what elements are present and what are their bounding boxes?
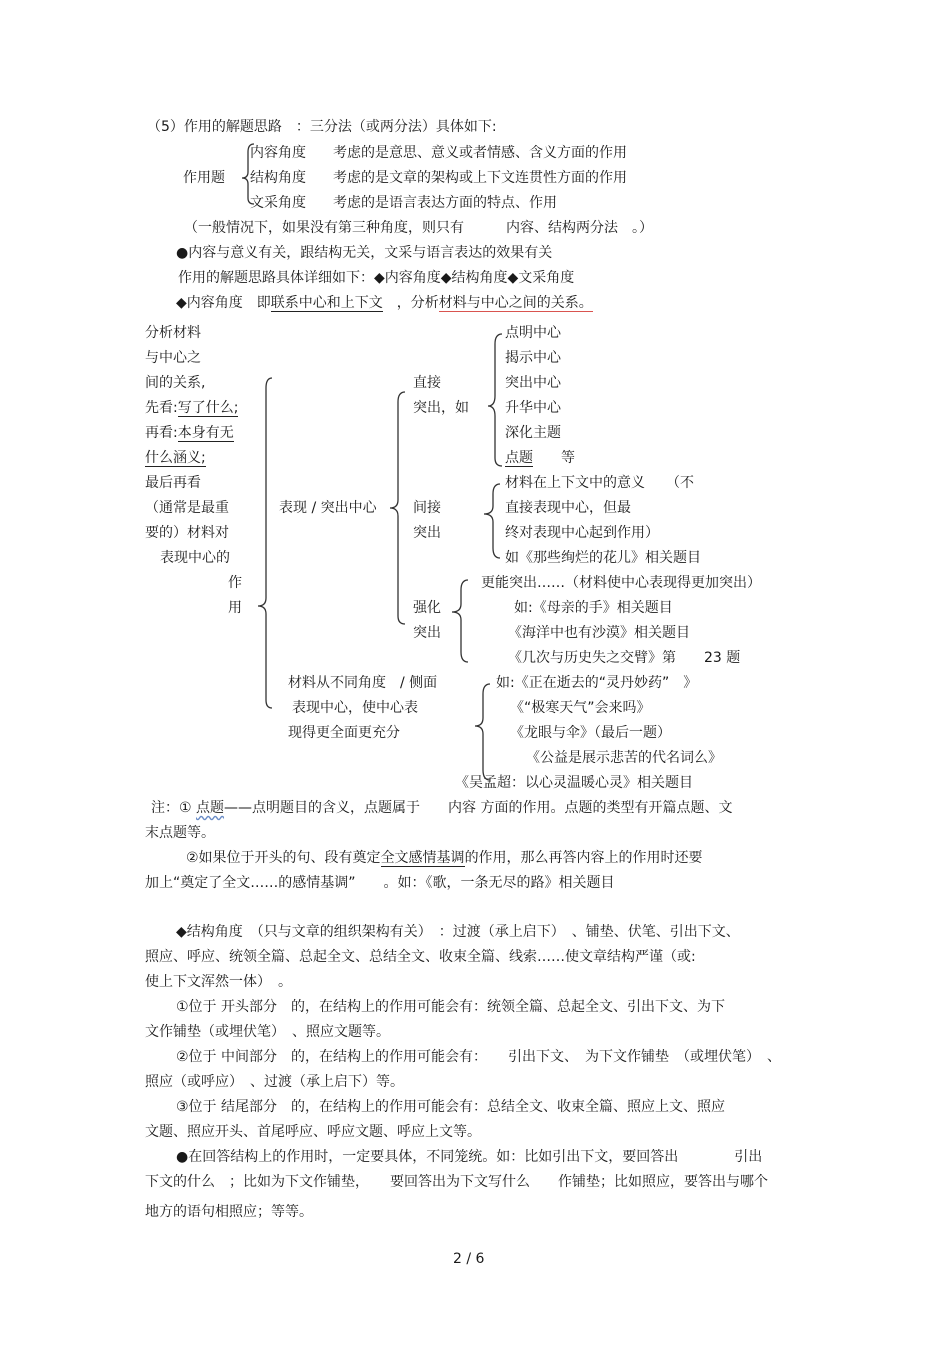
- tree-left-line-7: 最后再看: [145, 475, 201, 491]
- content-angle-prefix: ◆内容角度 即: [176, 295, 271, 311]
- direct-label-2: 突出，如: [413, 400, 469, 416]
- structure-line-6: ②位于 中间部分 的，在结构上的作用可能会有： 引出下文、 为下文作铺垫 （或埋伏笔） 、: [176, 1049, 781, 1065]
- strong-label-1: 强化: [413, 600, 441, 616]
- tree-left-line-1: 分析材料: [145, 325, 201, 341]
- structure-line-11: 下文的什么 ；比如为下文作铺垫， 要回答出为下文写什么 作铺垫；比如照应，要答出与哪个: [145, 1174, 768, 1190]
- tree-left-line-11: 作: [228, 575, 242, 591]
- point-title-text: 点题: [505, 450, 533, 466]
- structure-line-4: ①位于 开头部分 的，在结构上的作用可能会有：统领全篇、总起全文、引出下文、为下: [176, 999, 725, 1015]
- note-1-keyword: 点题: [196, 800, 225, 816]
- structure-line-3: 使上下文浑然一体） 。: [145, 974, 292, 990]
- indirect-item-1: 材料在上下文中的意义 （不: [505, 475, 694, 491]
- strong-label-2: 突出: [413, 625, 441, 641]
- branch-highlight-center: 表现 / 突出中心: [279, 500, 377, 516]
- content-angle-relation: 材料与中心之间的关系。: [438, 295, 593, 311]
- second-look-text: 本身有无: [177, 425, 234, 441]
- note-2-underlined: 全文感情基调: [380, 850, 465, 866]
- direct-item-1: 点明中心: [505, 325, 561, 341]
- structure-line-12: 地方的语句相照应；等等。: [145, 1204, 313, 1220]
- section-heading: （5）作用的解题思路 ：三分法（或两分法）具体如下:: [147, 119, 497, 135]
- indirect-item-3: 终对表现中心起到作用）: [505, 525, 659, 541]
- angle-item-5: 《吴孟超：以心灵温暖心灵》相关题目: [455, 775, 693, 791]
- angle-desc-content: 考虑的是意思、意义或者情感、含义方面的作用: [333, 145, 627, 161]
- note-2-line-1: [186, 849, 703, 867]
- brace-indirect: [484, 484, 500, 558]
- tree-left-line-9: 要的）材料对: [145, 525, 229, 541]
- detail-intro: 作用的解题思路具体详细如下：◆内容角度◆结构角度◆文采角度: [178, 270, 575, 286]
- direct-item-4: 升华中心: [505, 400, 561, 416]
- direct-item-2: 揭示中心: [505, 350, 561, 366]
- direct-item-5: 深化主题: [505, 425, 561, 441]
- relation-bullet: ●内容与意义有关，跟结构无关，文采与语言表达的效果有关: [176, 245, 553, 261]
- brace-root: [258, 378, 272, 708]
- angle-row-content: 内容角度: [250, 145, 306, 161]
- note-1-prefix: 注：①: [151, 800, 192, 816]
- content-angle-link: 联系中心和上下文: [270, 295, 383, 311]
- first-look-text: 写了什么;: [177, 400, 239, 416]
- tree-left-line-2: 与中心之: [145, 350, 201, 366]
- branch-angle-2: 表现中心，使中心表: [292, 700, 418, 716]
- tree-left-line-12: 用: [228, 600, 242, 616]
- brace-sec5: [242, 144, 254, 204]
- note-1-line-1: [151, 799, 732, 817]
- brace-angle: [475, 684, 490, 780]
- branch-angle-3: 现得更全面更充分: [288, 725, 400, 741]
- strong-item-3: 《海洋中也有沙漠》相关题目: [508, 625, 690, 641]
- indirect-item-4: 如《那些绚烂的花儿》相关题目: [505, 550, 701, 566]
- structure-line-2: 照应、呼应、统领全篇、总起全文、总结全文、收束全篇、线索……使文章结构严谨（或:: [145, 949, 696, 965]
- strong-item-2: 如:《母亲的手》相关题目: [514, 600, 673, 616]
- direct-label-1: 直接: [413, 375, 441, 391]
- indirect-label-2: 突出: [413, 525, 441, 541]
- structure-line-9: 文题、照应开头、首尾呼应、呼应文题、呼应上文等。: [145, 1124, 481, 1140]
- page-number: 2 / 6: [453, 1251, 485, 1267]
- structure-line-5: 文作铺垫（或埋伏笔） 、照应文题等。: [145, 1024, 390, 1040]
- indirect-label-1: 间接: [413, 500, 441, 516]
- angle-row-structure: 结构角度: [250, 170, 306, 186]
- tree-left-line-10: 表现中心的: [160, 550, 230, 566]
- branch-angle-1: 材料从不同角度 / 侧面: [288, 675, 438, 691]
- second-look-label: 再看:: [145, 425, 178, 441]
- note-2-line-2: 加上“奠定了全文……的感情基调” 。如：《歌，一条无尽的路》相关题目: [145, 875, 615, 891]
- brace-highlight: [390, 392, 405, 624]
- content-angle-mid: ，分析: [396, 295, 439, 311]
- brace-strong: [452, 580, 468, 662]
- structure-line-8: ③位于 结尾部分 的，在结构上的作用可能会有：总结全文、收束全篇、照应上文、照应: [176, 1099, 725, 1115]
- direct-etc: 等: [561, 450, 575, 466]
- structure-line-10: ●在回答结构上的作用时，一定要具体，不同笼统。如：比如引出下文，要回答出 引出: [176, 1149, 763, 1165]
- angle-row-style: 文采角度: [250, 195, 306, 211]
- angle-item-3: 《龙眼与伞》（最后一题）: [510, 725, 671, 741]
- structure-line-7: 照应（或呼应） 、过渡（承上启下）等。: [145, 1074, 404, 1090]
- tree-left-line-8: （通常是最重: [145, 500, 229, 516]
- brace-direct: [488, 334, 502, 466]
- angle-item-1: 如:《正在逝去的“灵丹妙药” 》: [496, 675, 698, 691]
- strong-item-1: 更能突出……（材料使中心表现得更加突出）: [481, 575, 761, 591]
- strong-item-4: 《几次与历史失之交臂》第 23 题: [508, 650, 741, 666]
- direct-item-3: 突出中心: [505, 375, 561, 391]
- note-1-line-2: 末点题等。: [145, 825, 215, 841]
- angle-item-4: 《公益是展示悲苦的代名词么》: [526, 750, 722, 766]
- tree-left-line-3: 间的关系,: [145, 375, 206, 391]
- angle-desc-structure: 考虑的是文章的架构或上下文连贯性方面的作用: [333, 170, 627, 186]
- indirect-item-2: 直接表现中心，但最: [505, 500, 631, 516]
- angle-item-2: 《“极寒天气”会来吗》: [510, 700, 651, 716]
- angle-desc-style: 考虑的是语言表达方面的特点、作用: [333, 195, 557, 211]
- first-look-label: 先看:: [145, 400, 178, 416]
- note-2-prefix: ②如果位于开头的句、段有奠定: [186, 850, 381, 866]
- note-1-text: ——点明题目的含义，点题属于 内容 方面的作用。点题的类型有开篇点题、文: [224, 800, 733, 816]
- note-2-text: 的作用，那么再答内容上的作用时还要: [464, 850, 703, 866]
- second-look-text-2: 什么涵义;: [145, 450, 206, 466]
- question-type-label: 作用题: [183, 170, 225, 186]
- structure-line-1: ◆结构角度 （只与文章的组织架构有关） ：过渡（承上启下） 、铺垫、伏笔、引出下文、: [176, 924, 740, 940]
- two-split-note: （一般情况下，如果没有第三种角度，则只有 内容、结构两分法 。）: [184, 220, 653, 236]
